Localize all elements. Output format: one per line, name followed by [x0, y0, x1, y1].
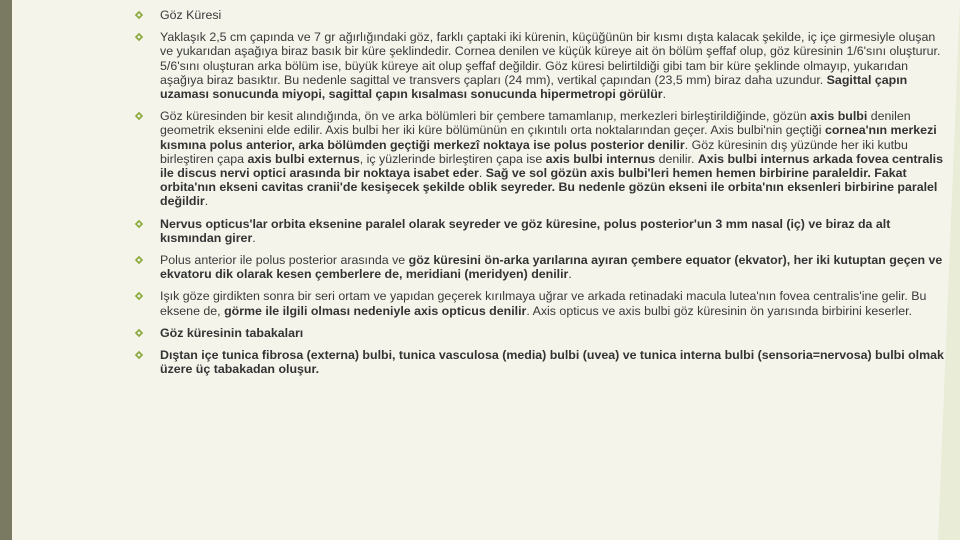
- bold-text: Sağ ve sol gözün axis bulbi'leri hemen hemen birbirine paraleldir. Fakat orbita'nın ekseni cavitas cranii'de kesişecek şekilde oblik seyreder. Bu nedenle gözün ekseni ile orbita'nın eksenleri birbirine paralel değildir: [160, 166, 938, 209]
- bullet-text: [160, 8, 946, 22]
- bullet-title: [134, 8, 946, 22]
- body-text: . Axis opticus ve axis bulbi göz küresinin ön yarısında birbirini keserler.: [526, 303, 913, 318]
- bullet-text: [160, 109, 946, 208]
- bullet-layers-title: [134, 326, 946, 340]
- diamond-bullet-icon: [134, 253, 160, 267]
- left-accent-bar: [0, 0, 12, 540]
- diamond-bullet-icon: [134, 348, 160, 362]
- bold-text: cornea'nın merkezi kısmına polus anterior, arka bölümden geçtiği merkezî noktaya ise polus posterior denilir: [160, 123, 937, 152]
- body-text: denilen geometrik eksenini elde edilir. Axis bulbi her iki küre bölümünün en çıkıntılı orta noktalarından geçer. Axis bulbi'nin geçtiği: [160, 109, 911, 138]
- body-text: , iç yüzlerinde birleştiren çapa ise: [359, 151, 546, 166]
- body-text: Göz küresinden bir kesit alındığında, ön ve arka bölümleri bir çembere tamamlanıp, merkezleri birleştirildiğinde, gözün: [160, 109, 811, 124]
- bullet-list: [134, 8, 946, 384]
- bullet-eye-dimensions: [134, 30, 946, 101]
- bold-text: Dıştan içe tunica fibrosa (externa) bulbi, tunica vasculosa (media) bulbi (uvea) ve tunica interna bulbi (sensoria=nervosa) bulbi olmak üzere üç tabakadan oluşur.: [160, 348, 944, 377]
- bullet-axis-opticus: [134, 289, 946, 317]
- diamond-bullet-icon: [134, 109, 160, 123]
- bullet-nervus-opticus: [134, 217, 946, 245]
- bold-text: axis bulbi internus: [545, 151, 656, 166]
- bullet-equator: [134, 253, 946, 281]
- diamond-bullet-icon: [134, 217, 160, 231]
- body-text: Göz Küresi: [160, 8, 222, 22]
- bold-text: axis bulbi: [810, 109, 868, 124]
- bullet-text: [160, 30, 946, 101]
- body-text: .: [204, 194, 209, 209]
- body-text: Polus anterior ile polus posterior arasında ve: [160, 253, 409, 268]
- diamond-bullet-icon: [134, 8, 160, 22]
- bold-text: görme ile ilgili olması nedeniyle axis opticus denilir: [224, 303, 527, 318]
- bold-text: axis bulbi externus: [247, 151, 360, 166]
- body-text: Yaklaşık 2,5 cm çapında ve 7 gr ağırlığındaki göz, farklı çaptaki iki kürenin, küçüğünün bir kısmı dışta kalacak şekilde, iç içe girmesiyle oluşan ve yukarıdan aşağıya biraz basık bir küre şeklindedir. Cornea denilen ve küçük küreye ait ön bölüm şeffaf olup, göz küresinin 1/6'sını oluşturur. 5/6'sını oluşturan arka bölüm ise, büyük küreye ait olup şeffaf değildir. Göz küresi belirtildiği gibi tam bir küre şeklinde olmayıp, yukarıdan aşağıya biraz basıktır. Bu nedenle sagittal ve transvers çapları (24 mm), vertikal çapından (23,5 mm) biraz daha uzundur.: [160, 30, 941, 87]
- body-text: denilir.: [655, 151, 698, 166]
- bullet-text: [160, 289, 946, 317]
- diamond-bullet-icon: [134, 289, 160, 303]
- bullet-text: [160, 326, 946, 340]
- bold-text: Göz küresinin tabakaları: [160, 325, 304, 340]
- body-text: . Göz küresinin dış yüzünde her iki kutbu birleştiren çapa: [160, 137, 908, 166]
- diamond-bullet-icon: [134, 326, 160, 340]
- body-text: .: [662, 87, 667, 102]
- bold-text: Nervus opticus'lar orbita eksenine paralel olarak seyreder ve göz küresine, polus posterior'un 3 mm nasal (iç) ve biraz da alt kısmından girer: [160, 216, 891, 245]
- bullet-text: [160, 348, 946, 376]
- bold-text: Sagittal çapın uzaması sonucunda miyopi, sagittal çapın kısalması sonucunda hipermetropi görülür: [160, 72, 908, 102]
- diamond-bullet-icon: [134, 30, 160, 44]
- body-text: .: [478, 166, 486, 181]
- bullet-axis-bulbi: [134, 109, 946, 208]
- bullet-text: [160, 217, 946, 245]
- bullet-layers: [134, 348, 946, 376]
- body-text: Işık göze girdikten sonra bir seri ortam ve yapıdan geçerek kırılmaya uğrar ve arkada retinadaki macula lutea'nın fovea centralis'ine gelir. Bu eksene de,: [160, 289, 927, 318]
- bullet-text: [160, 253, 946, 281]
- body-text: .: [252, 230, 256, 245]
- bold-text: Axis bulbi internus arkada fovea centralis ile discus nervi optici arasında bir noktaya isabet eder: [160, 151, 944, 181]
- bold-text: göz küresini ön-arka yarılarına ayıran çembere equator (ekvator), her iki kutuptan geçen ve ekvatoru dik olarak kesen çemberlere de, meridiani (meridyen) denilir: [160, 253, 943, 282]
- body-text: .: [568, 267, 572, 282]
